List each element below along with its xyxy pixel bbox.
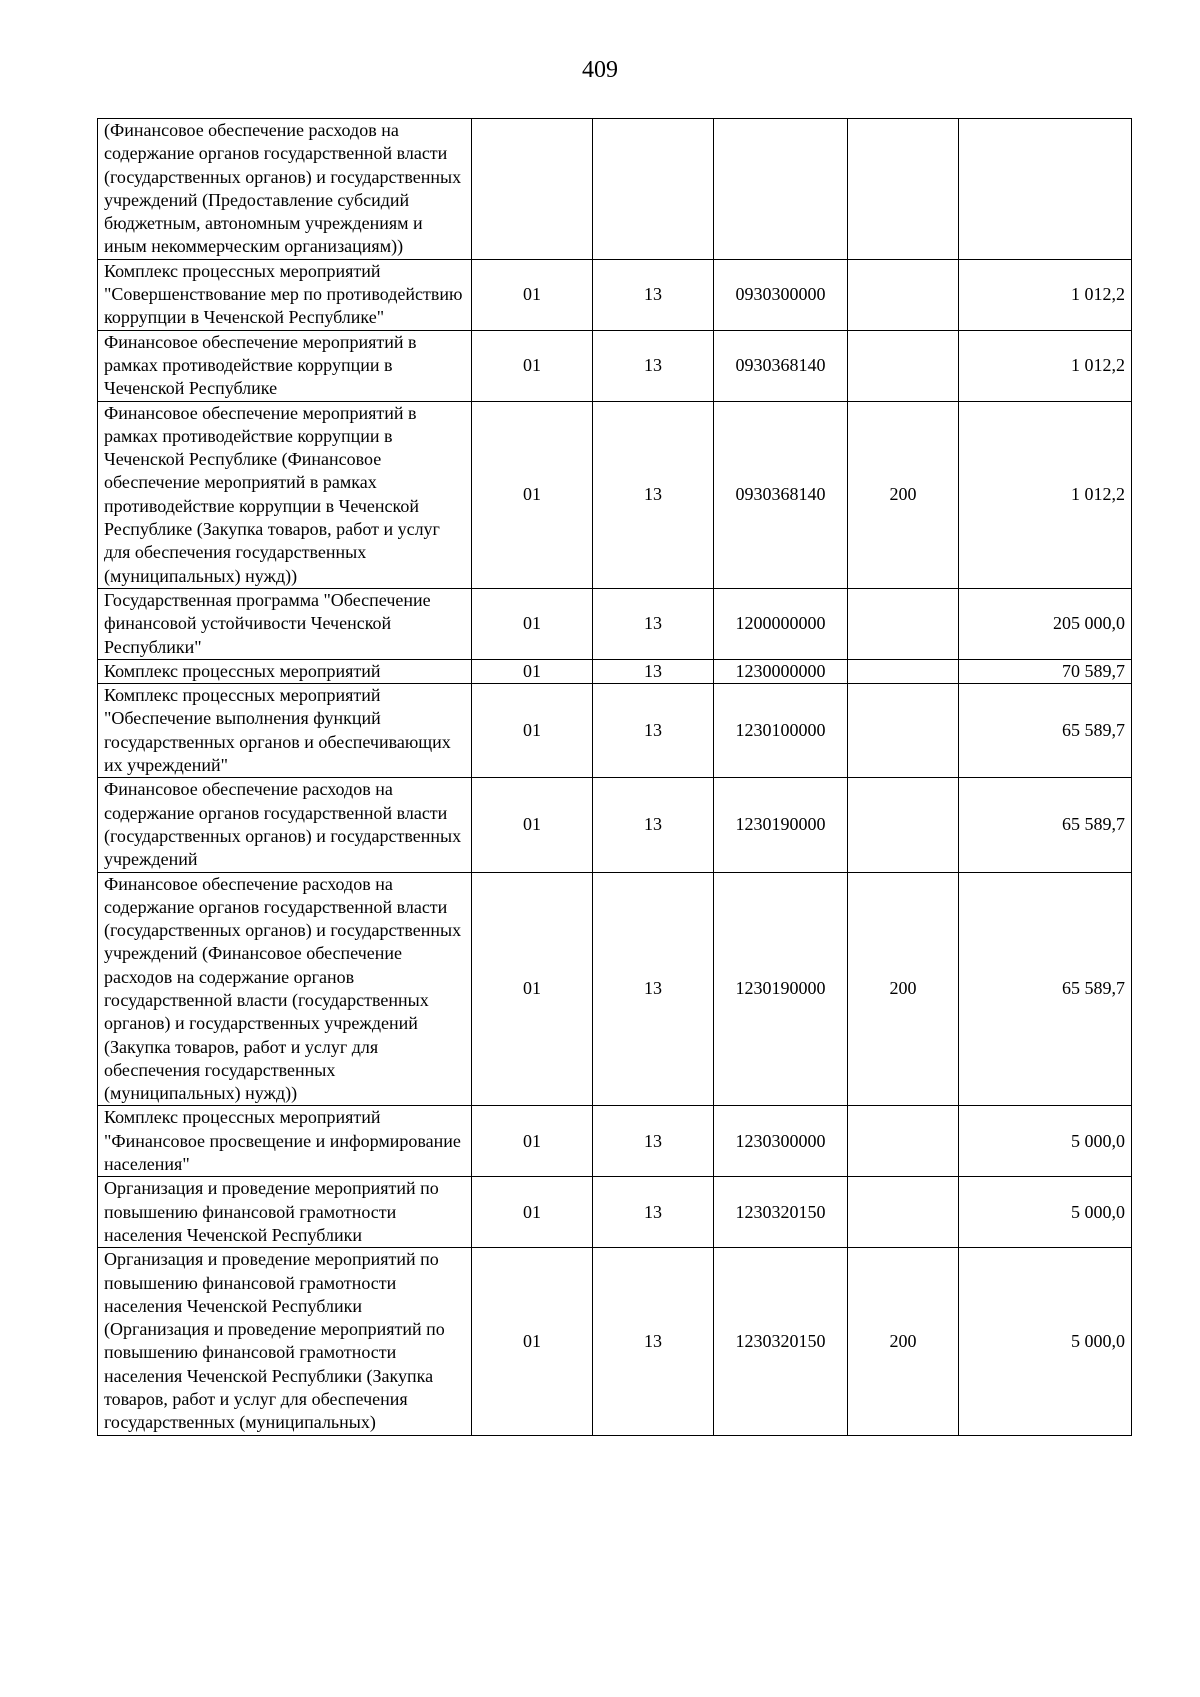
cell-csr: 1230190000: [714, 872, 848, 1106]
cell-rz: [472, 119, 593, 260]
cell-pr: 13: [593, 330, 714, 401]
cell-csr: 1230320150: [714, 1177, 848, 1248]
cell-name: Комплекс процессных мероприятий "Обеспечение выполнения функций государственных органов и обеспечивающих их учреждений": [98, 684, 472, 778]
cell-sum: 205 000,0: [959, 588, 1132, 659]
cell-csr: 1230100000: [714, 684, 848, 778]
cell-sum: 1 012,2: [959, 259, 1132, 330]
cell-name: Финансовое обеспечение расходов на содержание органов государственной власти (государственных органов) и государственных учреждений: [98, 778, 472, 872]
cell-rz: 01: [472, 1248, 593, 1435]
cell-csr: 1230190000: [714, 778, 848, 872]
cell-pr: 13: [593, 1106, 714, 1177]
cell-name: Комплекс процессных мероприятий "Финансовое просвещение и информирование населения": [98, 1106, 472, 1177]
cell-vr: [848, 259, 959, 330]
table-row: [98, 330, 1132, 401]
cell-vr: [848, 1177, 959, 1248]
cell-name: Организация и проведение мероприятий по повышению финансовой грамотности населения Чеченской Республики (Организация и проведение мероприятий по повышению финансовой грамотности населения Чеченской Республики (Закупка товаров, работ и услуг для обеспечения государственных (муниципальных): [98, 1248, 472, 1435]
cell-csr: 1230320150: [714, 1248, 848, 1435]
cell-rz: 01: [472, 872, 593, 1106]
cell-vr: [848, 659, 959, 683]
budget-table: [97, 118, 1132, 1436]
cell-sum: 65 589,7: [959, 872, 1132, 1106]
cell-sum: 1 012,2: [959, 401, 1132, 588]
cell-sum: 5 000,0: [959, 1177, 1132, 1248]
table-row: [98, 401, 1132, 588]
cell-vr: [848, 684, 959, 778]
cell-vr: 200: [848, 872, 959, 1106]
cell-csr: 0930368140: [714, 330, 848, 401]
table-row: [98, 588, 1132, 659]
cell-rz: 01: [472, 588, 593, 659]
cell-rz: 01: [472, 1177, 593, 1248]
cell-vr: [848, 1106, 959, 1177]
cell-name: Финансовое обеспечение мероприятий в рамках противодействие коррупции в Чеченской Республике: [98, 330, 472, 401]
cell-pr: 13: [593, 659, 714, 683]
cell-rz: 01: [472, 259, 593, 330]
cell-name: Финансовое обеспечение расходов на содержание органов государственной власти (государственных органов) и государственных учреждений (Финансовое обеспечение расходов на содержание органов государственной власти (государственных органов) и государственных учреждений (Закупка товаров, работ и услуг для обеспечения государственных (муниципальных) нужд)): [98, 872, 472, 1106]
cell-csr: 1230000000: [714, 659, 848, 683]
cell-sum: 1 012,2: [959, 330, 1132, 401]
cell-sum: [959, 119, 1132, 260]
cell-vr: 200: [848, 401, 959, 588]
cell-name: (Финансовое обеспечение расходов на содержание органов государственной власти (государственных органов) и государственных учреждений (Предоставление субсидий бюджетным, автономным учреждениям и иным некоммерческим организациям)): [98, 119, 472, 260]
cell-vr: 200: [848, 1248, 959, 1435]
cell-csr: 0930368140: [714, 401, 848, 588]
page-number: 409: [582, 57, 618, 83]
cell-vr: [848, 330, 959, 401]
cell-rz: 01: [472, 1106, 593, 1177]
cell-pr: [593, 119, 714, 260]
cell-rz: 01: [472, 401, 593, 588]
cell-name: Комплекс процессных мероприятий: [98, 659, 472, 683]
table-row: [98, 1177, 1132, 1248]
table-row: [98, 684, 1132, 778]
cell-name: Государственная программа "Обеспечение финансовой устойчивости Чеченской Республики": [98, 588, 472, 659]
cell-rz: 01: [472, 330, 593, 401]
cell-name: Комплекс процессных мероприятий "Совершенствование мер по противодействию коррупции в Чеченской Республике": [98, 259, 472, 330]
cell-rz: 01: [472, 778, 593, 872]
table-row: [98, 259, 1132, 330]
table-row: [98, 659, 1132, 683]
cell-pr: 13: [593, 259, 714, 330]
table-row: [98, 778, 1132, 872]
table-row: [98, 119, 1132, 260]
cell-pr: 13: [593, 1248, 714, 1435]
cell-sum: 70 589,7: [959, 659, 1132, 683]
cell-pr: 13: [593, 778, 714, 872]
cell-csr: [714, 119, 848, 260]
table-row: [98, 872, 1132, 1106]
table-row: [98, 1248, 1132, 1435]
cell-pr: 13: [593, 1177, 714, 1248]
cell-csr: 0930300000: [714, 259, 848, 330]
cell-pr: 13: [593, 872, 714, 1106]
cell-pr: 13: [593, 684, 714, 778]
cell-vr: [848, 119, 959, 260]
cell-vr: [848, 778, 959, 872]
cell-rz: 01: [472, 684, 593, 778]
cell-csr: 1200000000: [714, 588, 848, 659]
cell-sum: 5 000,0: [959, 1106, 1132, 1177]
cell-rz: 01: [472, 659, 593, 683]
cell-pr: 13: [593, 588, 714, 659]
cell-vr: [848, 588, 959, 659]
cell-pr: 13: [593, 401, 714, 588]
cell-sum: 5 000,0: [959, 1248, 1132, 1435]
cell-csr: 1230300000: [714, 1106, 848, 1177]
table-row: [98, 1106, 1132, 1177]
cell-name: Организация и проведение мероприятий по повышению финансовой грамотности населения Чеченской Республики: [98, 1177, 472, 1248]
cell-sum: 65 589,7: [959, 778, 1132, 872]
cell-sum: 65 589,7: [959, 684, 1132, 778]
cell-name: Финансовое обеспечение мероприятий в рамках противодействие коррупции в Чеченской Республике (Финансовое обеспечение мероприятий в рамках противодействие коррупции в Чеченской Республике (Закупка товаров, работ и услуг для обеспечения государственных (муниципальных) нужд)): [98, 401, 472, 588]
